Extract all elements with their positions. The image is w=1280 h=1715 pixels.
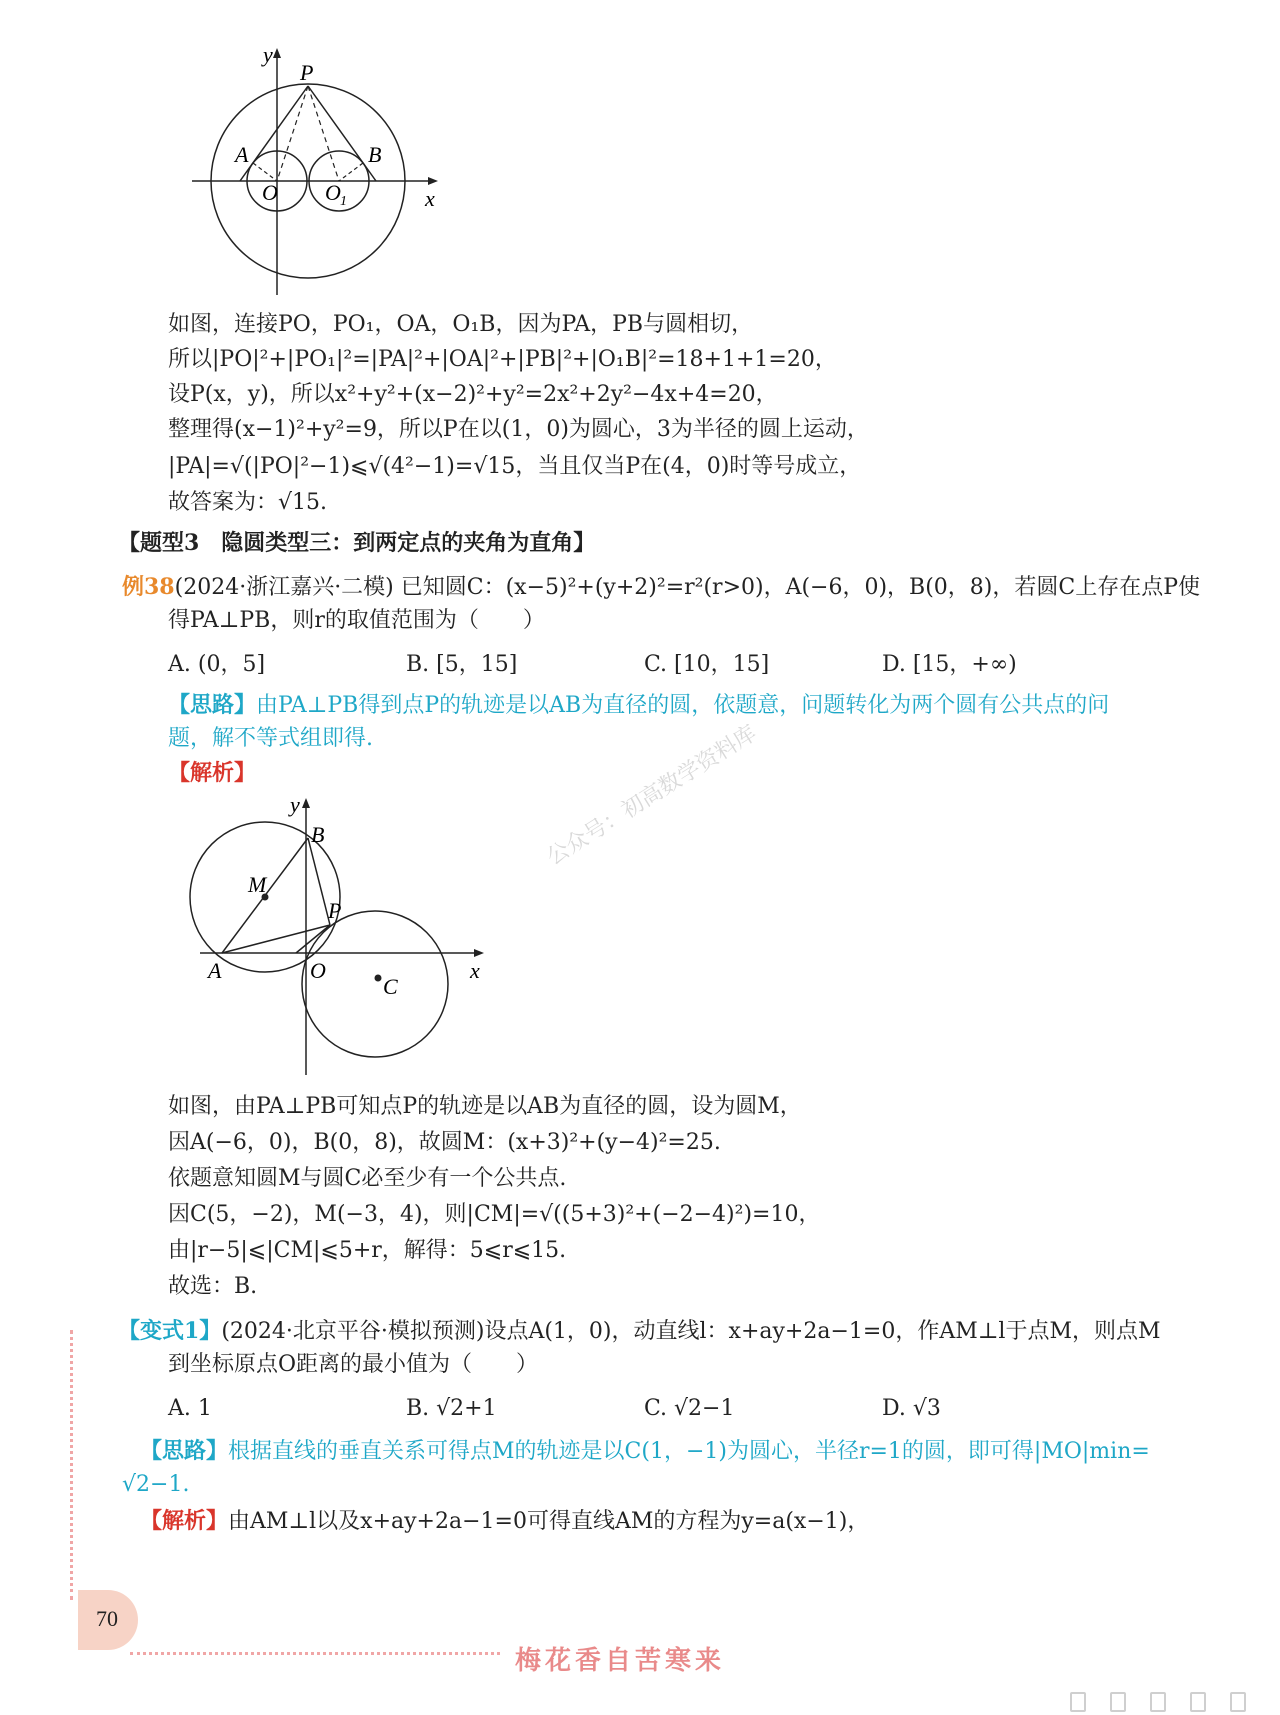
figure-circles-tangent bbox=[180, 40, 450, 300]
example38-line2: 得PA⊥PB，则r的取值范围为（ ） bbox=[168, 608, 545, 633]
variant-option-d[interactable]: D. √3 bbox=[882, 1396, 941, 1421]
example38-options bbox=[168, 650, 1068, 680]
variant1-label: 【变式1】 bbox=[118, 1318, 222, 1344]
section-heading: 【题型3 隐圆类型三：到两定点的夹角为直角】 bbox=[118, 530, 596, 556]
sol2-line-6: 故选：B. bbox=[168, 1274, 258, 1299]
variant-option-a[interactable]: A. 1 bbox=[168, 1396, 212, 1421]
toolbar-icons bbox=[1060, 1690, 1260, 1710]
example38-idea-1 bbox=[168, 690, 1109, 721]
sol2-line-5: 由|r−5|⩽|CM|⩽5+r，解得：5⩽r⩽15. bbox=[168, 1238, 567, 1263]
sol2-line-4: 因C(5，−2)，M(−3，4)，则|CM|=√((5+3)²+(−2−4)²)=10， bbox=[168, 1202, 821, 1227]
example38-analysis-label: 【解析】 bbox=[168, 760, 257, 786]
variant-option-c[interactable]: C. √2−1 bbox=[644, 1396, 735, 1421]
idea-text-1: 由PA⊥PB得到点P的轨迹是以AB为直径的圆，依题意，问题转化为两个圆有公共点的问 bbox=[256, 693, 1110, 718]
label-A: A bbox=[235, 142, 249, 167]
label-O1-sub: 1 bbox=[340, 194, 347, 209]
variant1-idea-2: √2−1. bbox=[122, 1472, 190, 1497]
label2-O: O bbox=[310, 958, 326, 983]
variant-option-b[interactable]: B. √2+1 bbox=[406, 1396, 497, 1421]
variant1-analysis bbox=[140, 1506, 869, 1537]
page-number: 70 bbox=[96, 1606, 118, 1631]
option-a[interactable]: A. (0，5] bbox=[168, 652, 266, 677]
label2-A: A bbox=[208, 958, 222, 983]
label2-M: M bbox=[248, 872, 267, 897]
option-b[interactable]: B. [5，15] bbox=[406, 652, 518, 677]
variant-idea-label: 【思路】 bbox=[140, 1438, 229, 1464]
decorative-dotted-line-vertical bbox=[70, 1330, 73, 1600]
label-B: B bbox=[368, 142, 382, 167]
toolbar-icon-4[interactable] bbox=[1190, 1692, 1206, 1712]
sol1-line-3: 设P(x，y)，所以x²+y²+(x−2)²+y²=2x²+2y²−4x+4=20， bbox=[168, 382, 778, 407]
label-x: x bbox=[425, 186, 435, 211]
toolbar-icon-5[interactable] bbox=[1230, 1692, 1246, 1712]
sol2-line-3: 依题意知圆M与圆C必至少有一个公共点. bbox=[168, 1166, 567, 1191]
sol1-line-6: 故答案为：√15. bbox=[168, 490, 328, 515]
toolbar-icon-1[interactable] bbox=[1070, 1692, 1086, 1712]
example38-text1: (2024·浙江嘉兴·二模) 已知圆C：(x−5)²+(y+2)²=r²(r>0)，A(−6，0)，B(0，8)，若圆C上存在点P使 bbox=[174, 575, 1201, 600]
decorative-dotted-line-horizontal bbox=[130, 1652, 500, 1655]
variant1-line1 bbox=[118, 1316, 1161, 1347]
idea-label: 【思路】 bbox=[168, 692, 257, 718]
label2-B: B bbox=[311, 822, 325, 847]
variant1-line2: 到坐标原点O距离的最小值为（ ） bbox=[168, 1352, 539, 1377]
label-O1: O bbox=[325, 180, 341, 205]
label2-P: P bbox=[328, 898, 342, 923]
option-c[interactable]: C. [10，15] bbox=[644, 652, 770, 677]
sol2-line-2: 因A(−6，0)，B(0，8)，故圆M：(x+3)²+(y−4)²=25. bbox=[168, 1130, 721, 1155]
variant1-idea-1 bbox=[140, 1436, 1150, 1467]
figure-circles-perpendicular bbox=[180, 790, 500, 1080]
footer-motto: 梅花香自苦寒来 bbox=[515, 1646, 726, 1676]
example38-label: 例38 bbox=[122, 574, 175, 600]
label-P: P bbox=[300, 60, 314, 85]
variant1-text1: (2024·北京平谷·模拟预测)设点A(1，0)，动直线l：x+ay+2a−1=0，作AM⊥l于点M，则点M bbox=[221, 1319, 1161, 1344]
label2-C: C bbox=[383, 974, 398, 999]
label-O: O bbox=[262, 180, 278, 205]
sol1-line-1: 如图，连接PO，PO₁，OA，O₁B，因为PA，PB与圆相切， bbox=[168, 312, 754, 337]
sol2-line-1: 如图，由PA⊥PB可知点P的轨迹是以AB为直径的圆，设为圆M， bbox=[168, 1094, 802, 1119]
sol1-line-4: 整理得(x−1)²+y²=9，所以P在以(1，0)为圆心，3为半径的圆上运动， bbox=[168, 417, 869, 442]
watermark: 公众号：初高数学资料库 bbox=[542, 720, 762, 871]
sol1-line-5: |PA|=√(|PO|²−1)⩽√(4²−1)=√15，当且仅当P在(4，0)时等号成立， bbox=[168, 454, 862, 479]
variant-analysis-text: 由AM⊥l以及x+ay+2a−1=0可得直线AM的方程为y=a(x−1)， bbox=[228, 1509, 870, 1534]
example38-idea-2: 题，解不等式组即得. bbox=[168, 726, 373, 751]
sol1-line-2: 所以|PO|²+|PO₁|²=|PA|²+|OA|²+|PB|²+|O₁B|²=18+1+1=20， bbox=[168, 347, 837, 372]
toolbar-icon-3[interactable] bbox=[1150, 1692, 1166, 1712]
toolbar-icon-2[interactable] bbox=[1110, 1692, 1126, 1712]
variant-analysis-label: 【解析】 bbox=[140, 1508, 229, 1534]
variant1-options bbox=[168, 1394, 1068, 1424]
page-number-badge bbox=[78, 1590, 138, 1650]
example38-line1 bbox=[122, 572, 1200, 603]
label-y: y bbox=[263, 42, 273, 67]
label2-y: y bbox=[290, 792, 300, 817]
variant-idea-text-1: 根据直线的垂直关系可得点M的轨迹是以C(1，−1)为圆心，半径r=1的圆，即可得|MO|min= bbox=[228, 1439, 1150, 1464]
label2-x: x bbox=[470, 958, 480, 983]
option-d[interactable]: D. [15，+∞) bbox=[882, 652, 1017, 677]
